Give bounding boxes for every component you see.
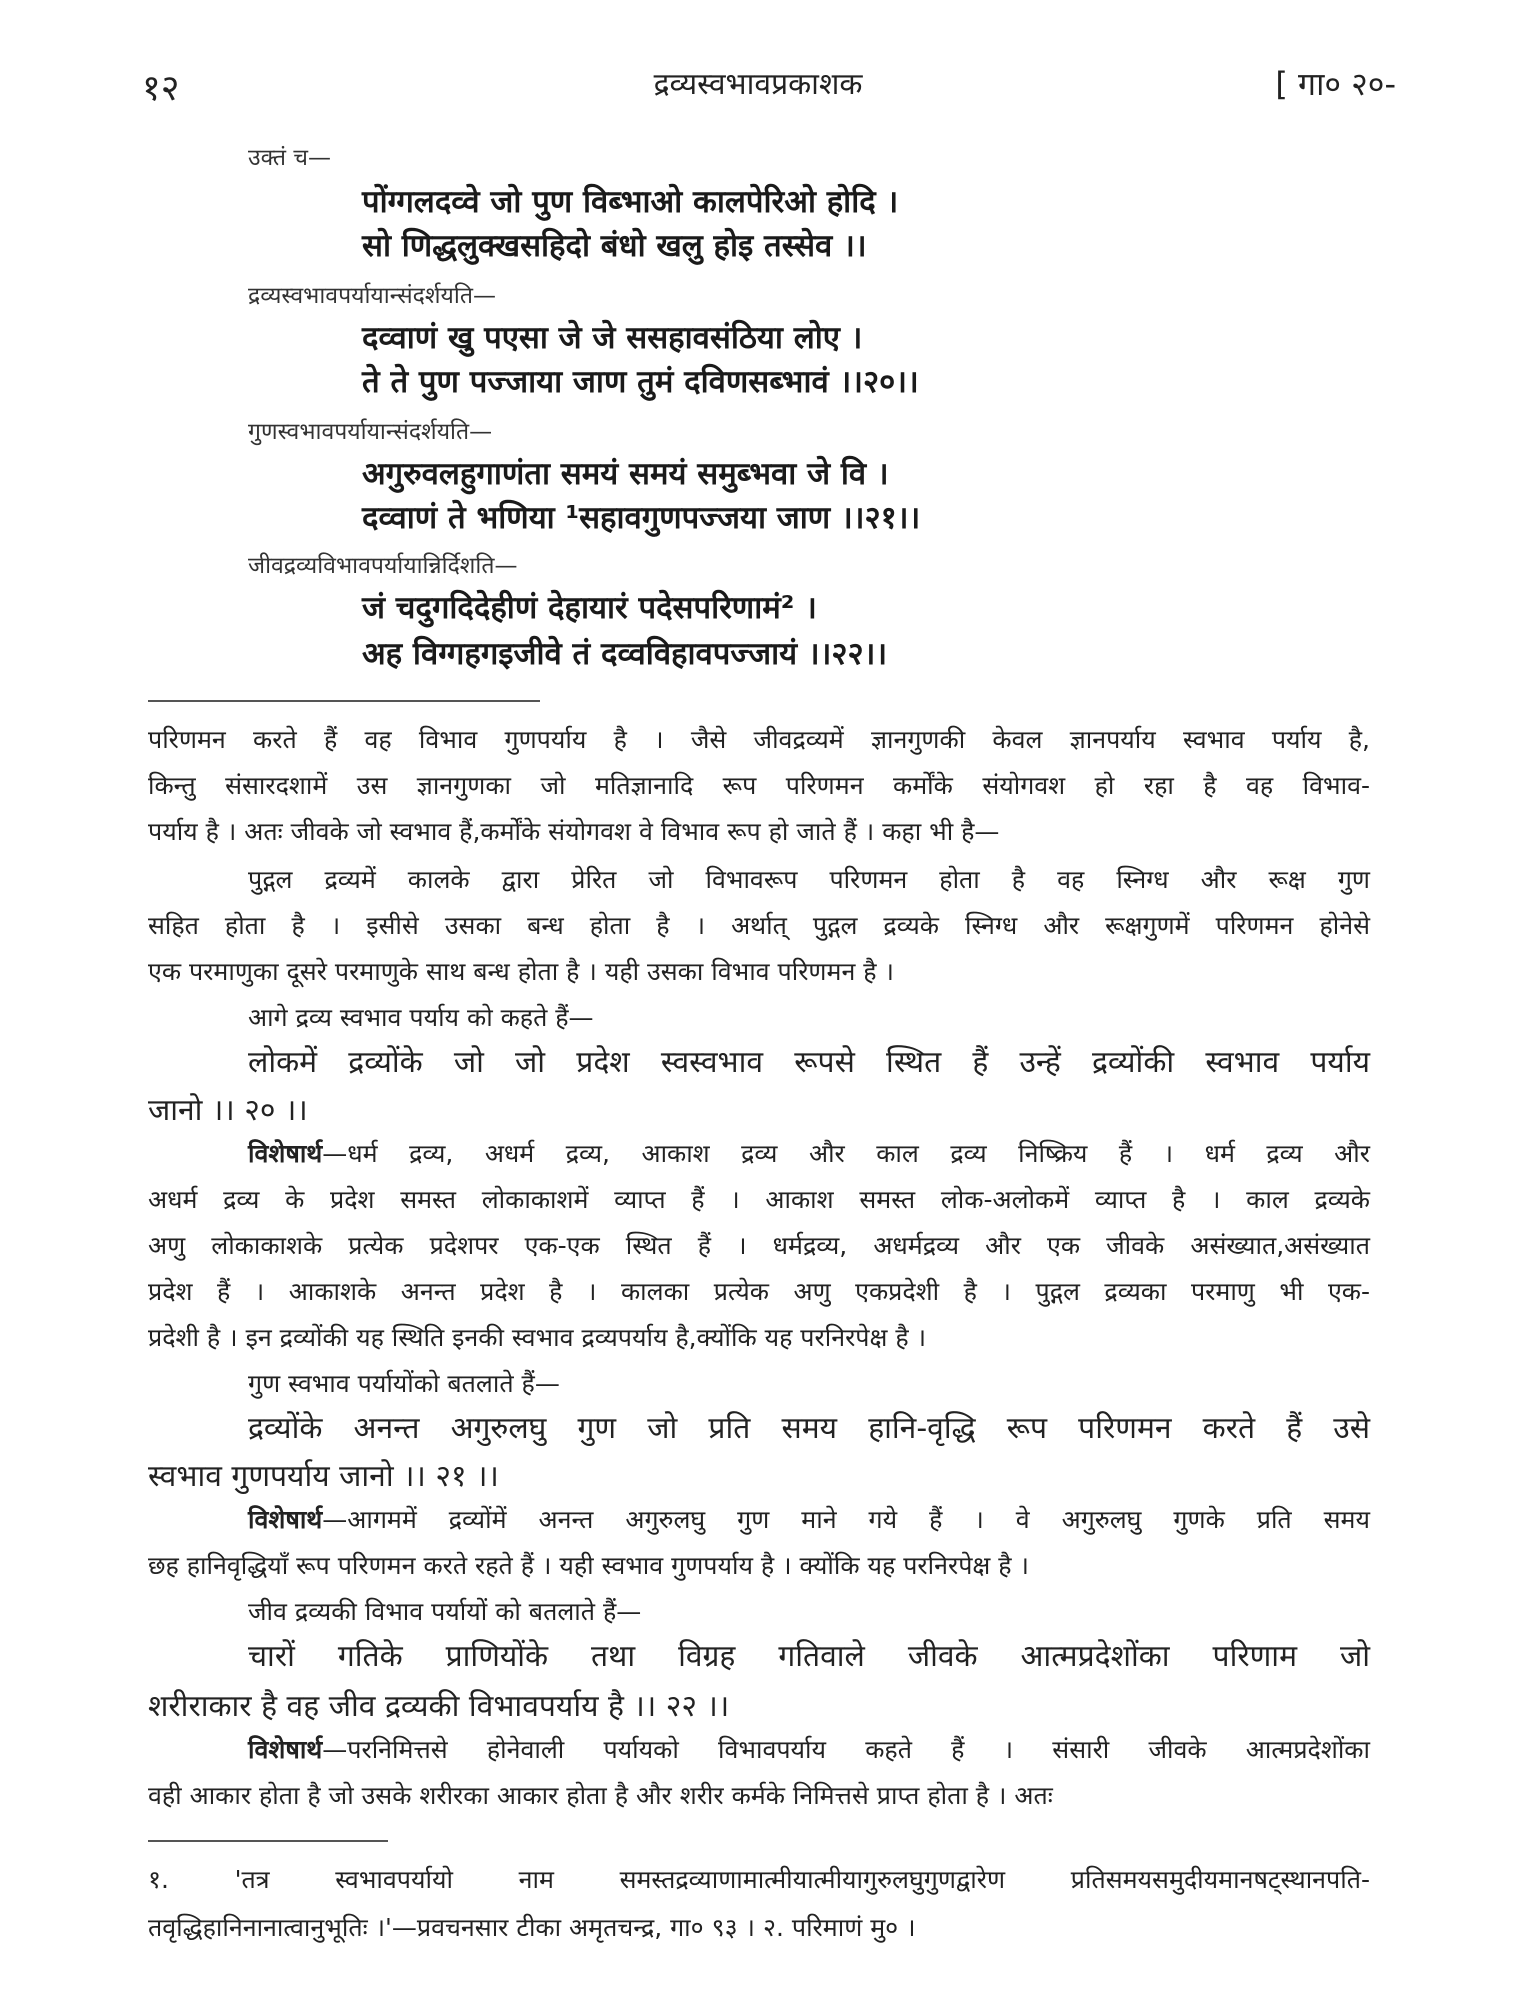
translation-line: लोकमें द्रव्योंके जो जो प्रदेश स्वस्वभाव रूपसे स्थित हैं उन्हें द्रव्योंकी स्वभाव पर्याय (248, 1045, 1370, 1080)
footnote-line: तवृद्धिहानिनानात्वानुभूतिः ।'—प्रवचनसार टीका अमृतचन्द्र, गा० ९३ । २. परिमाणं मु० । (148, 1913, 916, 1942)
explanation-line (248, 1136, 1370, 1170)
verse-line: पोंग्गलदव्वे जो पुण विब्भाओ कालपेरिओ होदि । (362, 184, 899, 220)
translation-line: स्वभाव गुणपर्याय जानो ।। २१ ।। (148, 1459, 499, 1494)
verse-intro: उक्तं च— (248, 145, 331, 171)
commentary-line: परिणमन करते हैं वह विभाव गुणपर्याय है । जैसे जीवद्रव्यमें ज्ञानगुणकी केवल ज्ञानपर्याय स्वभाव पर्याय है, (148, 725, 1370, 754)
translation-line: जानो ।। २० ।। (148, 1093, 308, 1128)
verse-line: सो णिद्धलुक्खसहिदो बंधो खलु होइ तस्सेव ।। (362, 228, 867, 264)
verse-line: जं चदुगदिदेहीणं देहायारं पदेसपरिणामं² । (362, 590, 817, 626)
verse-line: ते ते पुण पज्जाया जाण तुमं दविणसब्भावं ।।२०।। (362, 364, 919, 400)
explanation-line (248, 1732, 1370, 1766)
explanation-text: —आगममें द्रव्योंमें अनन्त अगुरुलघु गुण माने गये हैं । वे अगुरुलघु गुणके प्रति समय (322, 1505, 1370, 1534)
running-title: द्रव्यस्वभावप्रकाशक (653, 67, 863, 102)
visheshartha-label: विशेषार्थ (248, 1735, 323, 1764)
commentary-line: पुद्गल द्रव्यमें कालके द्वारा प्रेरित जो विभावरूप परिणमन होता है वह स्निग्ध और रूक्ष गुण (248, 865, 1370, 894)
explanation-text: —धर्म द्रव्य, अधर्म द्रव्य, आकाश द्रव्य और काल द्रव्य निष्क्रिय हैं । धर्म द्रव्य और (322, 1139, 1370, 1168)
section-heading: आगे द्रव्य स्वभाव पर्याय को कहते हैं— (248, 1003, 594, 1032)
page-number: १२ (142, 68, 180, 109)
explanation-line: अधर्म द्रव्य के प्रदेश समस्त लोकाकाशमें व्याप्त हैं । आकाश समस्त लोक-अलोकमें व्याप्त है । काल द्रव्यके (148, 1185, 1370, 1214)
commentary-line: एक परमाणुका दूसरे परमाणुके साथ बन्ध होता है । यही उसका विभाव परिणमन है । (148, 957, 894, 986)
section-divider (148, 700, 540, 702)
translation-line: शरीराकार है वह जीव द्रव्यकी विभावपर्याय है ।। २२ ।। (148, 1689, 730, 1724)
explanation-line: प्रदेशी है । इन द्रव्योंकी यह स्थिति इनकी स्वभाव द्रव्यपर्याय है,क्योंकि यह परनिरपेक्ष है । (148, 1323, 927, 1352)
translation-line: चारों गतिके प्राणियोंके तथा विग्रह गतिवाले जीवके आत्मप्रदेशोंका परिणाम जो (248, 1639, 1370, 1674)
footnote-line: १. 'तत्र स्वभावपर्यायो नाम समस्तद्रव्याणामात्मीयात्मीयागुरुलघुगुणद्वारेण प्रतिसमयसमुदीयमानषट्स्थानपति- (148, 1865, 1370, 1894)
verse-line: अगुरुवलहुगाणंता समयं समयं समुब्भवा जे वि । (362, 456, 889, 492)
translation-line: द्रव्योंके अनन्त अगुरुलघु गुण जो प्रति समय हानि-वृद्धि रूप परिणमन करते हैं उसे (248, 1411, 1370, 1446)
verse-line: अह विग्गहगइजीवे तं दव्वविहावपज्जायं ।।२२।। (362, 636, 888, 672)
explanation-line: वही आकार होता है जो उसके शरीरका आकार होता है और शरीर कर्मके निमित्तसे प्राप्त होता है । अतः (148, 1781, 1053, 1810)
verse-line: दव्वाणं खु पएसा जे जे ससहावसंठिया लोए । (362, 320, 863, 356)
explanation-line: अणु लोकाकाशके प्रत्येक प्रदेशपर एक-एक स्थित हैं । धर्मद्रव्य, अधर्मद्रव्य और एक जीवके असंख्यात,असंख्यात (148, 1231, 1370, 1260)
explanation-line: छह हानिवृद्धियाँ रूप परिणमन करते रहते हैं । यही स्वभाव गुणपर्याय है । क्योंकि यह परनिरपेक्ष है । (148, 1551, 1029, 1580)
commentary-line: सहित होता है । इसीसे उसका बन्ध होता है । अर्थात् पुद्गल द्रव्यके स्निग्ध और रूक्षगुणमें परिणमन होनेसे (148, 911, 1370, 940)
section-heading: गुण स्वभाव पर्यायोंको बतलाते हैं— (248, 1369, 560, 1398)
visheshartha-label: विशेषार्थ (248, 1505, 323, 1534)
commentary-line: पर्याय है । अतः जीवके जो स्वभाव हैं,कर्मोंके संयोगवश वे विभाव रूप हो जाते हैं । कहा भी है— (148, 817, 1000, 846)
visheshartha-label: विशेषार्थ (248, 1139, 323, 1168)
explanation-line: प्रदेश हैं । आकाशके अनन्त प्रदेश है । कालका प्रत्येक अणु एकप्रदेशी है । पुद्गल द्रव्यका परमाणु भी एक- (148, 1277, 1370, 1306)
explanation-text: —परनिमित्तसे होनेवाली पर्यायको विभावपर्याय कहते हैं । संसारी जीवके आत्मप्रदेशोंका (322, 1735, 1370, 1764)
verse-intro: द्रव्यस्वभावपर्यायान्संदर्शयति— (248, 283, 496, 309)
commentary-line: किन्तु संसारदशामें उस ज्ञानगुणका जो मतिज्ञानादि रूप परिणमन कर्मोंके संयोगवश हो रहा है वह विभाव- (148, 771, 1370, 800)
gatha-reference: [ गा० २०- (1275, 65, 1396, 103)
section-heading: जीव द्रव्यकी विभाव पर्यायों को बतलाते हैं— (248, 1597, 642, 1626)
verse-intro: जीवद्रव्यविभावपर्यायान्निर्दिशति— (248, 553, 518, 579)
explanation-line (248, 1502, 1370, 1536)
verse-line: दव्वाणं ते भणिया ¹सहावगुणपज्जया जाण ।।२१।। (362, 500, 921, 536)
footnote-divider (148, 1840, 388, 1842)
verse-intro: गुणस्वभावपर्यायान्संदर्शयति— (248, 419, 493, 445)
